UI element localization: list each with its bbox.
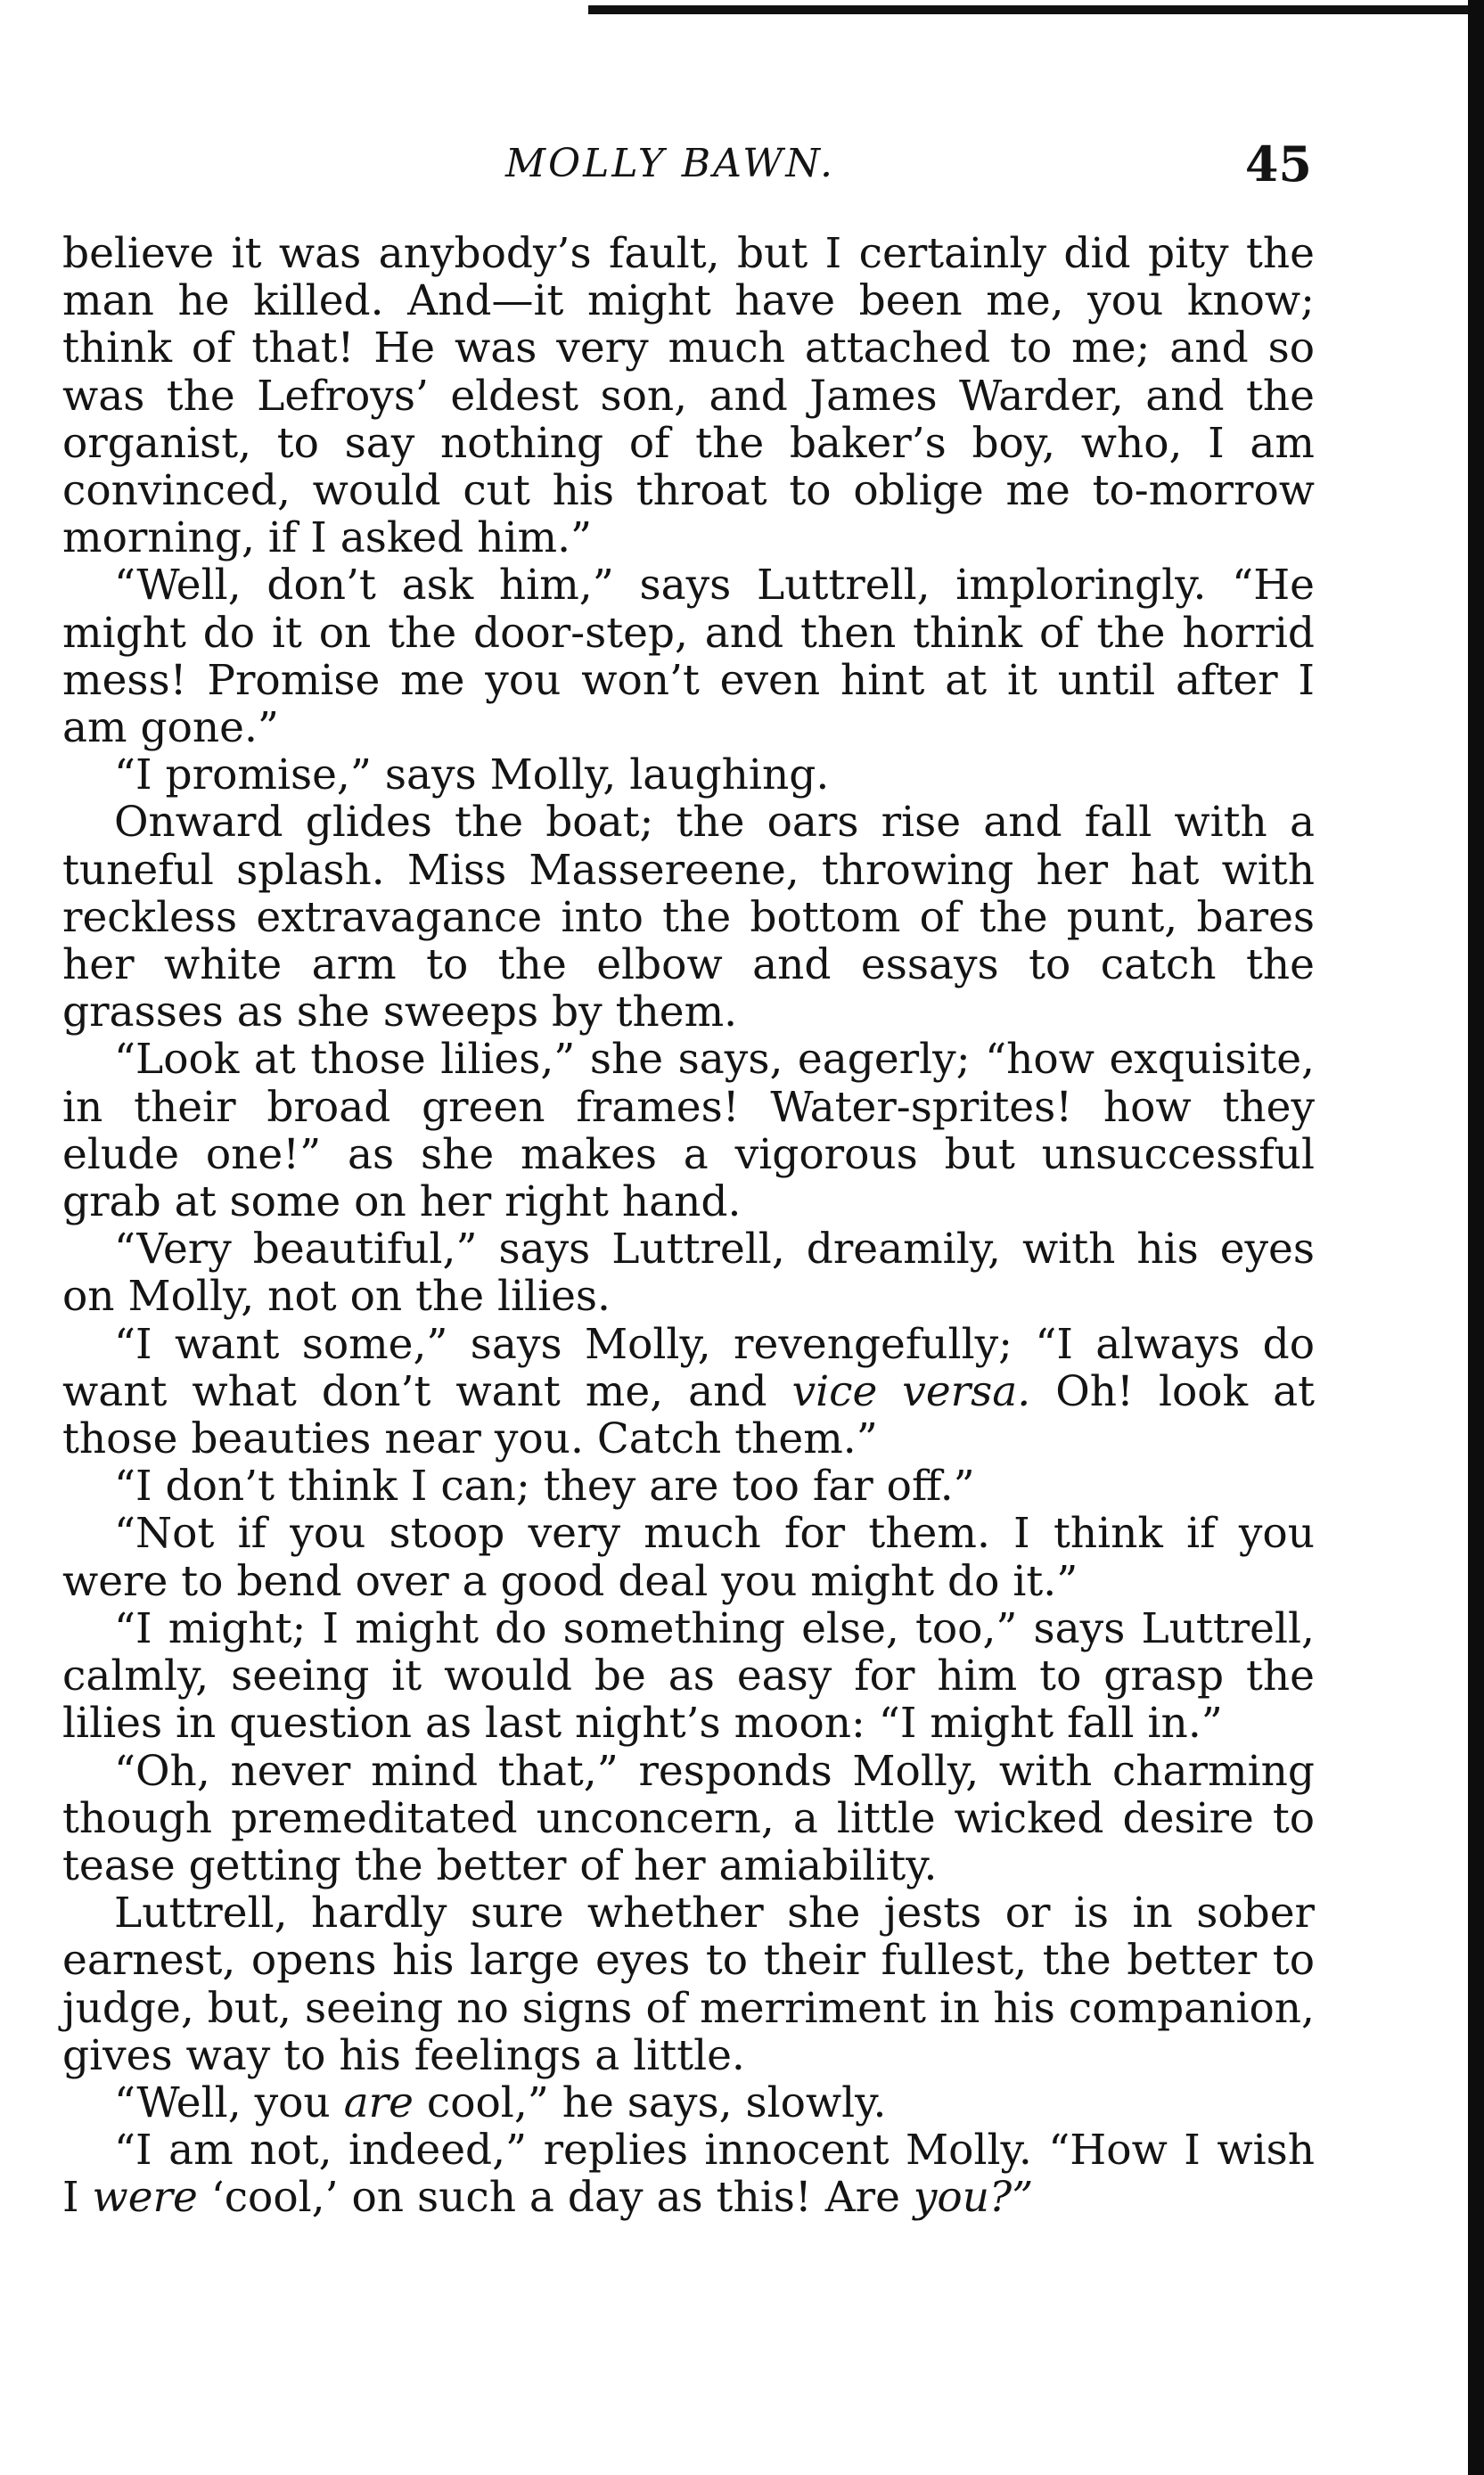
paragraph bbox=[62, 2127, 1315, 2221]
paragraph bbox=[62, 561, 1315, 751]
italic-text-run: vice versa. bbox=[791, 1366, 1031, 1416]
text-run: “Not if you stoop very much for them. I think if you were to bend over a good deal you might do it.” bbox=[62, 1509, 1315, 1606]
italic-text-run: were bbox=[92, 2173, 198, 2223]
text-run: Luttrell, hardly sure whether she jests or is in sober earnest, opens his large eyes to their fullest, the better to judge, but, seeing no signs of merriment in his companion, gives way to his feelings a little. bbox=[62, 1889, 1315, 2080]
text-run: “I might; I might do something else, too,” says Luttrell, calmly, seeing it would be as easy for him to grasp the lilies in question as last night’s moon: “I might fall in.” bbox=[62, 1603, 1315, 1749]
paragraph bbox=[62, 2079, 1315, 2127]
paragraph bbox=[62, 1510, 1315, 1604]
page-header bbox=[64, 125, 1312, 196]
text-run: Onward glides the boat; the oars rise and fall with a tuneful splash. Miss Massereene, throwing her hat with reckless extravagance into the bottom of the punt, bares her white arm to the elbow and essays to catch the grasses as she sweeps by them. bbox=[62, 798, 1315, 1037]
paragraph bbox=[62, 1605, 1315, 1748]
body-text bbox=[62, 230, 1315, 2222]
text-run: ‘cool,’ on such a day as this! Are bbox=[197, 2173, 914, 2223]
text-run: “Very beautiful,” says Luttrell, dreamily, with his eyes on Molly, not on the lilies. bbox=[62, 1225, 1315, 1322]
text-run: “I want some,” says Molly, revengefully; “I always do want what don’t want me, and bbox=[62, 1319, 1315, 1416]
text-run: “Well, you bbox=[114, 2078, 344, 2127]
top-rule bbox=[588, 5, 1484, 14]
page-edge-shadow bbox=[1468, 0, 1484, 2475]
running-title: MOLLY BAWN. bbox=[505, 141, 836, 186]
paragraph bbox=[62, 1889, 1315, 2079]
text-run: “I am not, indeed,” replies innocent Molly. “How I wish I bbox=[62, 2126, 1315, 2223]
text-run: believe it was anybody’s fault, but I certainly did pity the man he killed. And—it might have been me, you know; think of that! He was very much attached to me; and so was the Lefroys’ eldest son, and James Warder, and the organist, to say nothing of the baker’s boy, who, I am convinced, would cut his throat to oblige me to-morrow morning, if I asked him.” bbox=[62, 229, 1315, 563]
italic-text-run: are bbox=[343, 2078, 414, 2127]
text-run: “Oh, never mind that,” responds Molly, with charming though premeditated unconcern, a little wicked desire to tease getting the better of her amiability. bbox=[62, 1746, 1315, 1890]
text-run: “Look at those lilies,” she says, eagerly; “how exquisite, in their broad green frames! Water-sprites! how they elude one!” as she makes a vigorous but unsuccessful grab at some on her right hand. bbox=[62, 1035, 1315, 1227]
text-run: “Well, don’t ask him,” says Luttrell, imploringly. “He might do it on the door-step, and then think of the horrid mess! Promise me you won’t even hint at it until after I am gone.” bbox=[62, 561, 1315, 753]
text-run: “I promise,” says Molly, laughing. bbox=[114, 750, 830, 800]
paragraph bbox=[62, 1225, 1315, 1320]
paragraph bbox=[62, 1321, 1315, 1463]
italic-text-run: you?” bbox=[913, 2173, 1034, 2223]
text-run: “I don’t think I can; they are too far off.” bbox=[114, 1462, 975, 1512]
paragraph bbox=[62, 1463, 1315, 1510]
text-run: Oh! look at those beauties near you. Catch them.” bbox=[62, 1366, 1316, 1464]
paragraph bbox=[62, 1748, 1315, 1890]
paragraph bbox=[62, 1036, 1315, 1225]
paragraph bbox=[62, 230, 1315, 561]
paragraph bbox=[62, 751, 1315, 799]
text-run: cool,” he says, slowly. bbox=[413, 2078, 887, 2127]
paragraph bbox=[62, 799, 1315, 1036]
page-number: 45 bbox=[1244, 135, 1312, 193]
